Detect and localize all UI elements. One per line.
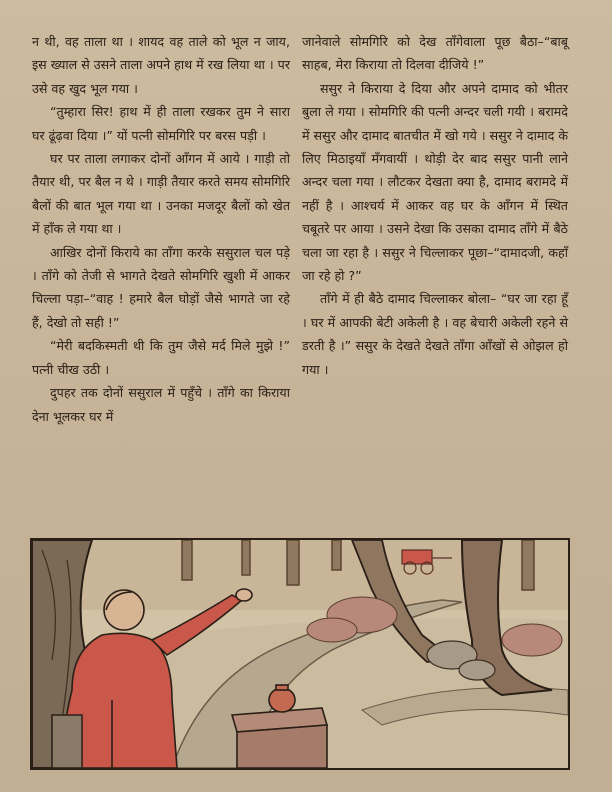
story-illustration xyxy=(30,538,570,770)
paragraph: “तुम्हारा सिर! हाथ में ही ताला रखकर तुम ने सारा घर ढूंढ़वा दिया ।” यों पत्नी सोमगिरि पर बरस पड़ी । xyxy=(32,104,290,143)
paragraph: न थी, वह ताला था । शायद वह ताले को भूल न जाय, इस ख्याल से उसने ताला अपने हाथ में रख लिया था । पर उसे वह खुद भूल गया । xyxy=(32,34,290,96)
paragraph: आखिर दोनों किराये का ताँगा करके ससुराल चल पड़े । ताँगे को तेजी से भागते देखते सोमगिरि खुशी में आकर चिल्ला पड़ा–“वाह ! हमारे बैल घोड़ों जैसे भागते जा रहे हैं, देखो तो सही !” xyxy=(32,244,290,330)
paragraph: “मेरी बदकिस्मती थी कि तुम जैसे मर्द मिले मुझे !” पत्नी चीख उठी । xyxy=(32,338,290,377)
paragraph: दुपहर तक दोनों ससुराल में पहुँचे । ताँगे का किराया देना भूलकर घर में xyxy=(32,385,290,424)
illustration-drawing xyxy=(32,540,568,768)
paragraph: जानेवाले सोमगिरि को देख ताँगेवाला पूछ बैठा–“बाबू साहब, मेरा किराया तो दिलवा दीजिये !” xyxy=(302,34,568,73)
left-text-column xyxy=(32,30,290,428)
paragraph: घर पर ताला लगाकर दोनों आँगन में आये । गाड़ी तो तैयार थी, पर बैल न थे । गाड़ी तैयार करते समय सोमगिरि बैलों की बात भूल गया था । उनका मजदूर बैलों को खेत में हाँक ले गया था । xyxy=(32,151,290,237)
paragraph: ताँगे में ही बैठे दामाद चिल्लाकर बोला– “घर जा रहा हूँ । घर में आपकी बेटी अकेली है । वह बेचारी अकेली रहने से डरती है ।” ससुर के देखते देखते ताँगा आँखों से ओझल हो गया । xyxy=(302,291,568,377)
right-text-column xyxy=(302,30,568,381)
paragraph: ससुर ने किराया दे दिया और अपने दामाद को भीतर बुला ले गया । सोमगिरि की पत्नी अन्दर चली गयी । बरामदे में ससुर और दामाद बातचीत में खो गये । ससुर ने दामाद के लिए मिठाइयाँ मँगवायीं । थोड़ी देर बाद ससुर पानी लाने अन्दर चला गया । लौटकर देखता क्या है, दामाद बरामदे में नहीं है । आश्चर्य में आकर वह घर के आँगन में स्थित चबूतरे पर आया । उसने देखा कि उसका दामाद ताँगे में बैठे चला जा रहा है । ससुर ने चिल्लाकर पूछा–“दामादजी, कहाँ जा रहे हो ?” xyxy=(302,80,568,284)
